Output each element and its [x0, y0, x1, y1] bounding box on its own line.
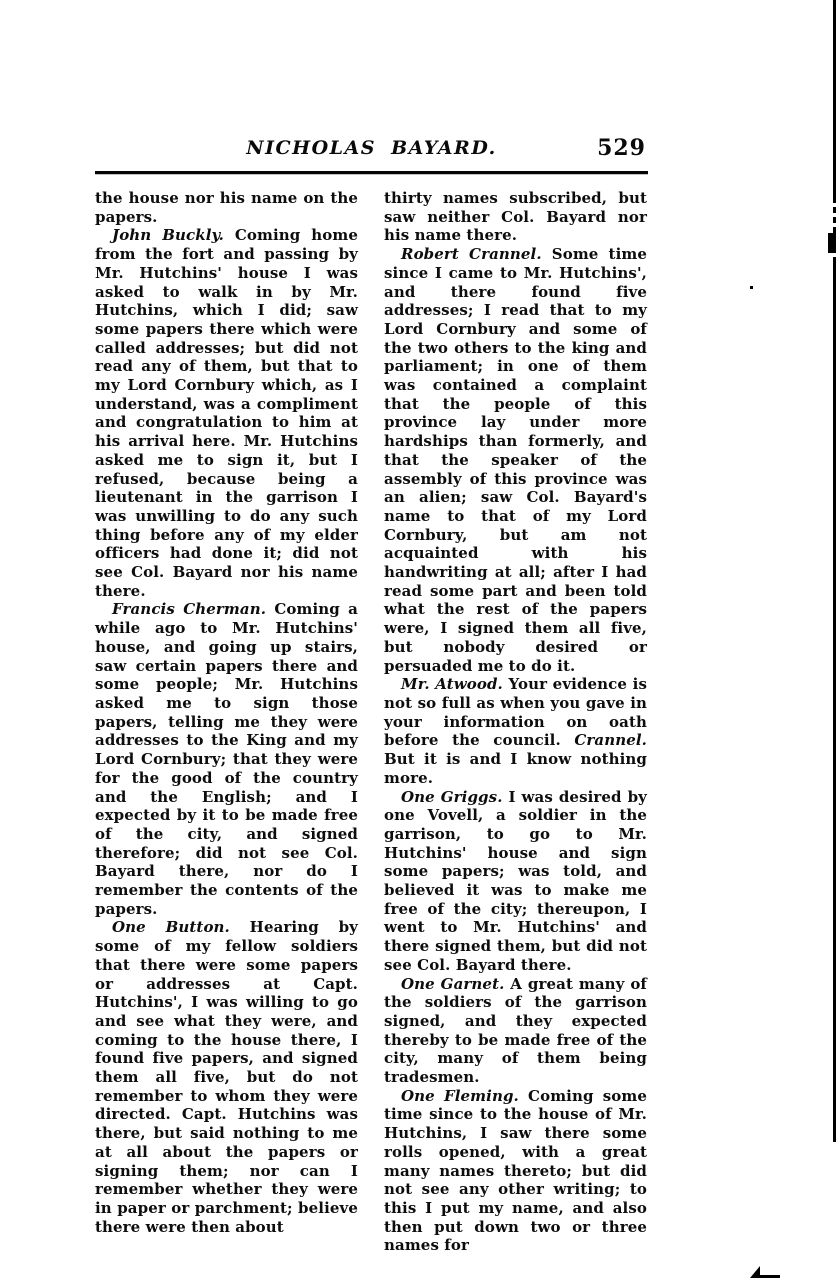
scan-artifact-edge-blob — [828, 233, 836, 253]
testimony-text: But it is and I know nothing more. — [384, 750, 647, 787]
testimony-text: Coming some time since to the house of Mr. Hutchins, I saw there some rolls opened, with a great many names thereto; but did not see any other writing; to this I put my name, and also then put down two or three names for — [384, 1086, 647, 1255]
witness-name: One Griggs. — [401, 787, 503, 806]
witness-name: One Button. — [112, 918, 230, 937]
witness-name: John Buckly. — [112, 226, 224, 245]
page-number: 529 — [597, 135, 646, 161]
paragraph — [95, 600, 358, 918]
paragraph — [95, 226, 358, 600]
witness-name: Robert Crannel. — [401, 245, 542, 264]
testimony-text: Your evidence is not so full as when you gave in your information on oath before the council. — [384, 675, 647, 750]
paragraph — [384, 1087, 647, 1255]
witness-name: One Fleming. — [401, 1086, 519, 1105]
text-body — [95, 189, 648, 1255]
paragraph — [384, 189, 647, 245]
paragraph — [384, 975, 647, 1087]
paragraph — [95, 918, 358, 1236]
running-head — [95, 137, 648, 167]
witness-name: One Garnet. — [401, 974, 505, 993]
testimony-text: Coming home from the fort and passing by Mr. Hutchins' house I was asked to walk in by Mr. Hutchins, which I did; saw some papers there which were called addresses; but did not read any of them, but that to my Lord Cornbury which, as I understand, was a compliment and congratulation to him at his arrival here. Mr. Hutchins asked me to sign it, but I refused, because being a lieutenant in the garrison I was unwilling to do any such thing before any of my elder officers had done it; did not see Col. Bayard nor his name there. — [95, 226, 358, 600]
testimony-text: thirty names subscribed, but saw neither Col. Bayard nor his name there. — [384, 189, 647, 245]
paragraph — [95, 189, 358, 226]
witness-name: Mr. Atwood. — [401, 675, 503, 694]
testimony-text: Hearing by some of my fellow soldiers that there were some papers or addresses at Capt. Hutchins', I was willing to go and see what they were, and coming to the house there, I found five papers, and signed them all five, but do not remember to whom they were directed. Capt. Hutchins was there, but said nothing to me at all about the papers or signing them; nor can I remember whether they were in paper or parchment; believe there were then about — [95, 918, 358, 1236]
witness-name: Crannel. — [574, 731, 647, 750]
testimony-text: I was desired by one Vovell, a soldier in the garrison, to go to Mr. Hutchins' house and sign some papers; was told, and believed it was to make me free of the city; thereupon, I went to Mr. Hutchins' and there signed them, but did not see Col. Bayard there. — [384, 787, 647, 974]
testimony-text: Coming a while ago to Mr. Hutchins' house, and going up stairs, saw certain papers there and some people; Mr. Hutchins asked me to sign those papers, telling me they were addresses to the King and my Lord Cornbury; that they were for the good of the country and the English; and I expected by it to be made free of the city, and signed therefore; did not see Col. Bayard there, nor do I remember the contents of the papers. — [95, 600, 358, 918]
testimony-text: the house nor his name on the papers. — [95, 189, 358, 226]
scan-artifact-speck — [750, 286, 753, 289]
text-column-right — [384, 189, 647, 1255]
scan-artifact-corner-line — [759, 1275, 780, 1278]
testimony-text: A great many of the soldiers of the garrison signed, and they expected thereby to be made free of the city, many of them being tradesmen. — [384, 974, 647, 1087]
paragraph — [384, 675, 647, 787]
page-title: NICHOLAS BAYARD. — [246, 137, 497, 159]
witness-name: Francis Cherman. — [112, 600, 267, 619]
header-rule — [95, 171, 648, 174]
paragraph — [384, 788, 647, 975]
paragraph — [384, 245, 647, 675]
text-column-left — [95, 189, 358, 1236]
testimony-text: Some time since I came to Mr. Hutchins', and there found five addresses; I read that to my Lord Cornbury and some of the two others to the king and parliament; in one of them was contained a complaint that the people of this province lay under more hardships than formerly, and that the speaker of the assembly of this province was an alien; saw Col. Bayard's name to that of my Lord Cornbury, but am not acquainted with his handwriting at all; after I had read some part and been told what the rest of the papers were, I signed them all five, but nobody desired or persuaded me to do it. — [384, 245, 647, 675]
